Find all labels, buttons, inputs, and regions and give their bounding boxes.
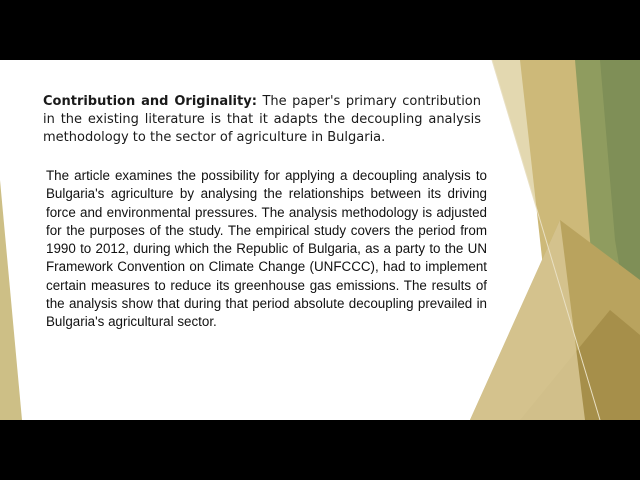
- letterbox-top: [0, 0, 640, 60]
- presentation-slide: [0, 60, 640, 420]
- left-accent-shape: [0, 180, 22, 420]
- contribution-text: The paper's primary contribution in the existing literature is that it adapts the decoupling analysis methodology to the sector of agriculture in Bulgaria.: [43, 94, 482, 145]
- abstract-paragraph: The article examines the possibility for applying a decoupling analysis to Bulgaria's agriculture by analysing the relationships between its driving force and environmental pressures. The analysis methodology is adjusted for the purposes of the study. The empirical study covers the period from 1990 to 2012, during which the Republic of Bulgaria, as a party to the UN Framework Convention on Climate Change (UNFCCC), had to implement certain measures to reduce its greenhouse gas emissions. The results of the analysis show that during that period absolute decoupling prevailed in Bulgaria's agricultural sector.: [46, 168, 487, 330]
- letterbox-bottom: [0, 420, 640, 480]
- contribution-paragraph: [43, 93, 481, 147]
- contribution-heading: Contribution and Originality:: [43, 94, 257, 109]
